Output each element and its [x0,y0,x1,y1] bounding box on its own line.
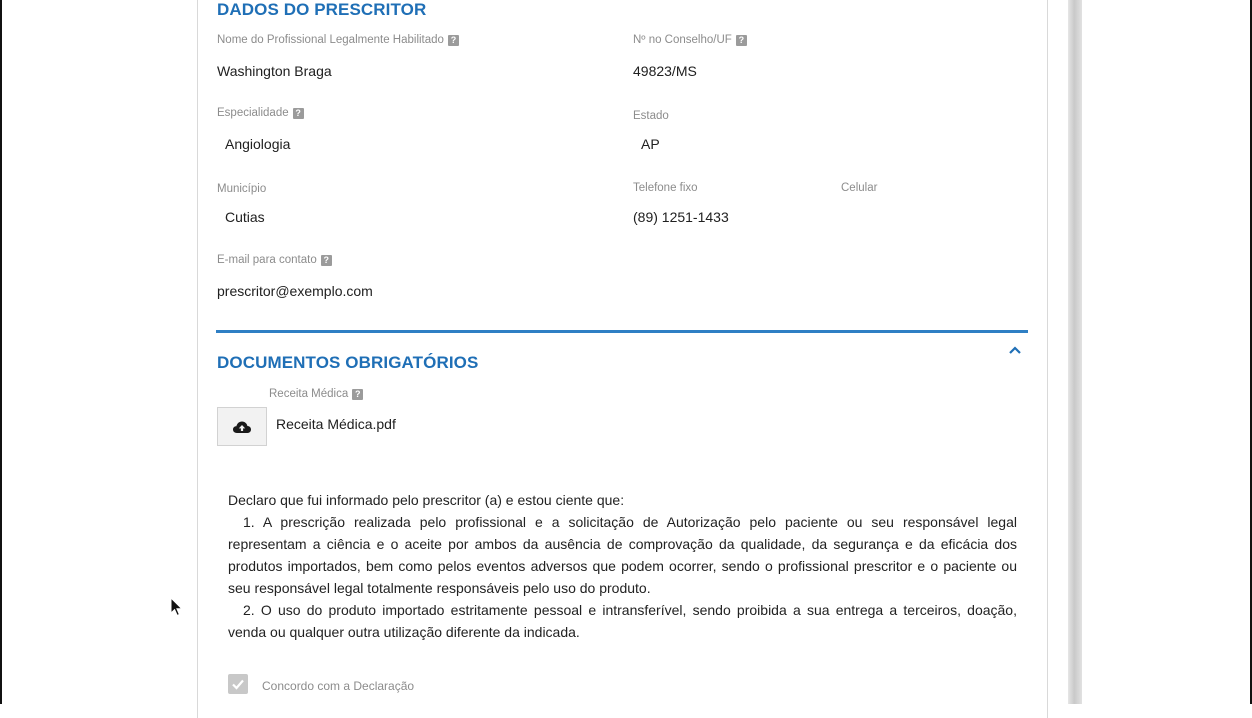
window-frame-left [0,0,2,704]
declaration-item-2: 2. O uso do produto importado estritamente pessoal e intransferível, sendo proibida a sua entrega a terceiros, doação, venda ou qualquer outra utilização diferente da indicada. [228,602,1017,640]
estado-value: AP [641,136,660,152]
conselho-label-text: Nº no Conselho/UF [633,34,732,46]
declaration-item-1: 1. A prescrição realizada pelo profissional e a solicitação de Autorização pelo paciente ou seu responsável legal representam a ciência e o aceite por ambos da ausência de comprovação da qualidade, da segurança e da eficácia dos produtos importados, bem como pelos eventos adversos que podem ocorrer, sendo o profissional prescritor e o paciente ou seu responsável legal totalmente responsáveis pelo uso do produto. [228,514,1017,596]
upload-button[interactable] [217,407,267,446]
email-label-text: E-mail para contato [217,254,317,266]
telefone-value: (89) 1251-1433 [633,209,729,225]
declaration-intro: Declaro que fui informado pelo prescritor (a) e estou ciente que: [228,492,625,508]
municipio-value: Cutias [225,209,265,225]
help-icon[interactable]: ? [736,35,747,46]
nome-label [217,34,459,46]
scrollbar-track[interactable] [1068,0,1082,704]
email-label [217,254,332,266]
chevron-up-icon[interactable] [1008,344,1022,356]
especialidade-label [217,107,304,119]
telefone-label: Telefone fixo [633,182,698,194]
especialidade-value: Angiologia [225,136,291,152]
receita-file-name[interactable]: Receita Médica.pdf [276,416,396,432]
check-icon [231,678,245,690]
help-icon[interactable]: ? [448,35,459,46]
conselho-value: 49823/MS [633,63,697,79]
agree-checkbox-label[interactable]: Concordo com a Declaração [262,679,415,693]
nome-value: Washington Braga [217,63,332,79]
section-divider [216,330,1028,333]
conselho-label [633,34,747,46]
section-title-prescritor: DADOS DO PRESCRITOR [217,0,427,19]
mouse-cursor-icon [170,597,184,617]
receita-label-text: Receita Médica [269,388,349,400]
especialidade-label-text: Especialidade [217,107,289,119]
help-icon[interactable]: ? [293,108,304,119]
declaration-text [228,489,1017,643]
municipio-label: Município [217,183,267,195]
agree-checkbox[interactable] [228,674,248,694]
estado-label: Estado [633,110,669,122]
help-icon[interactable]: ? [321,255,332,266]
cloud-upload-icon [232,420,252,434]
celular-label: Celular [841,182,878,194]
email-value: prescritor@exemplo.com [217,283,373,299]
section-title-documentos: DOCUMENTOS OBRIGATÓRIOS [217,353,479,372]
receita-label [269,388,363,400]
nome-label-text: Nome do Profissional Legalmente Habilitado [217,34,444,46]
help-icon[interactable]: ? [352,389,363,400]
